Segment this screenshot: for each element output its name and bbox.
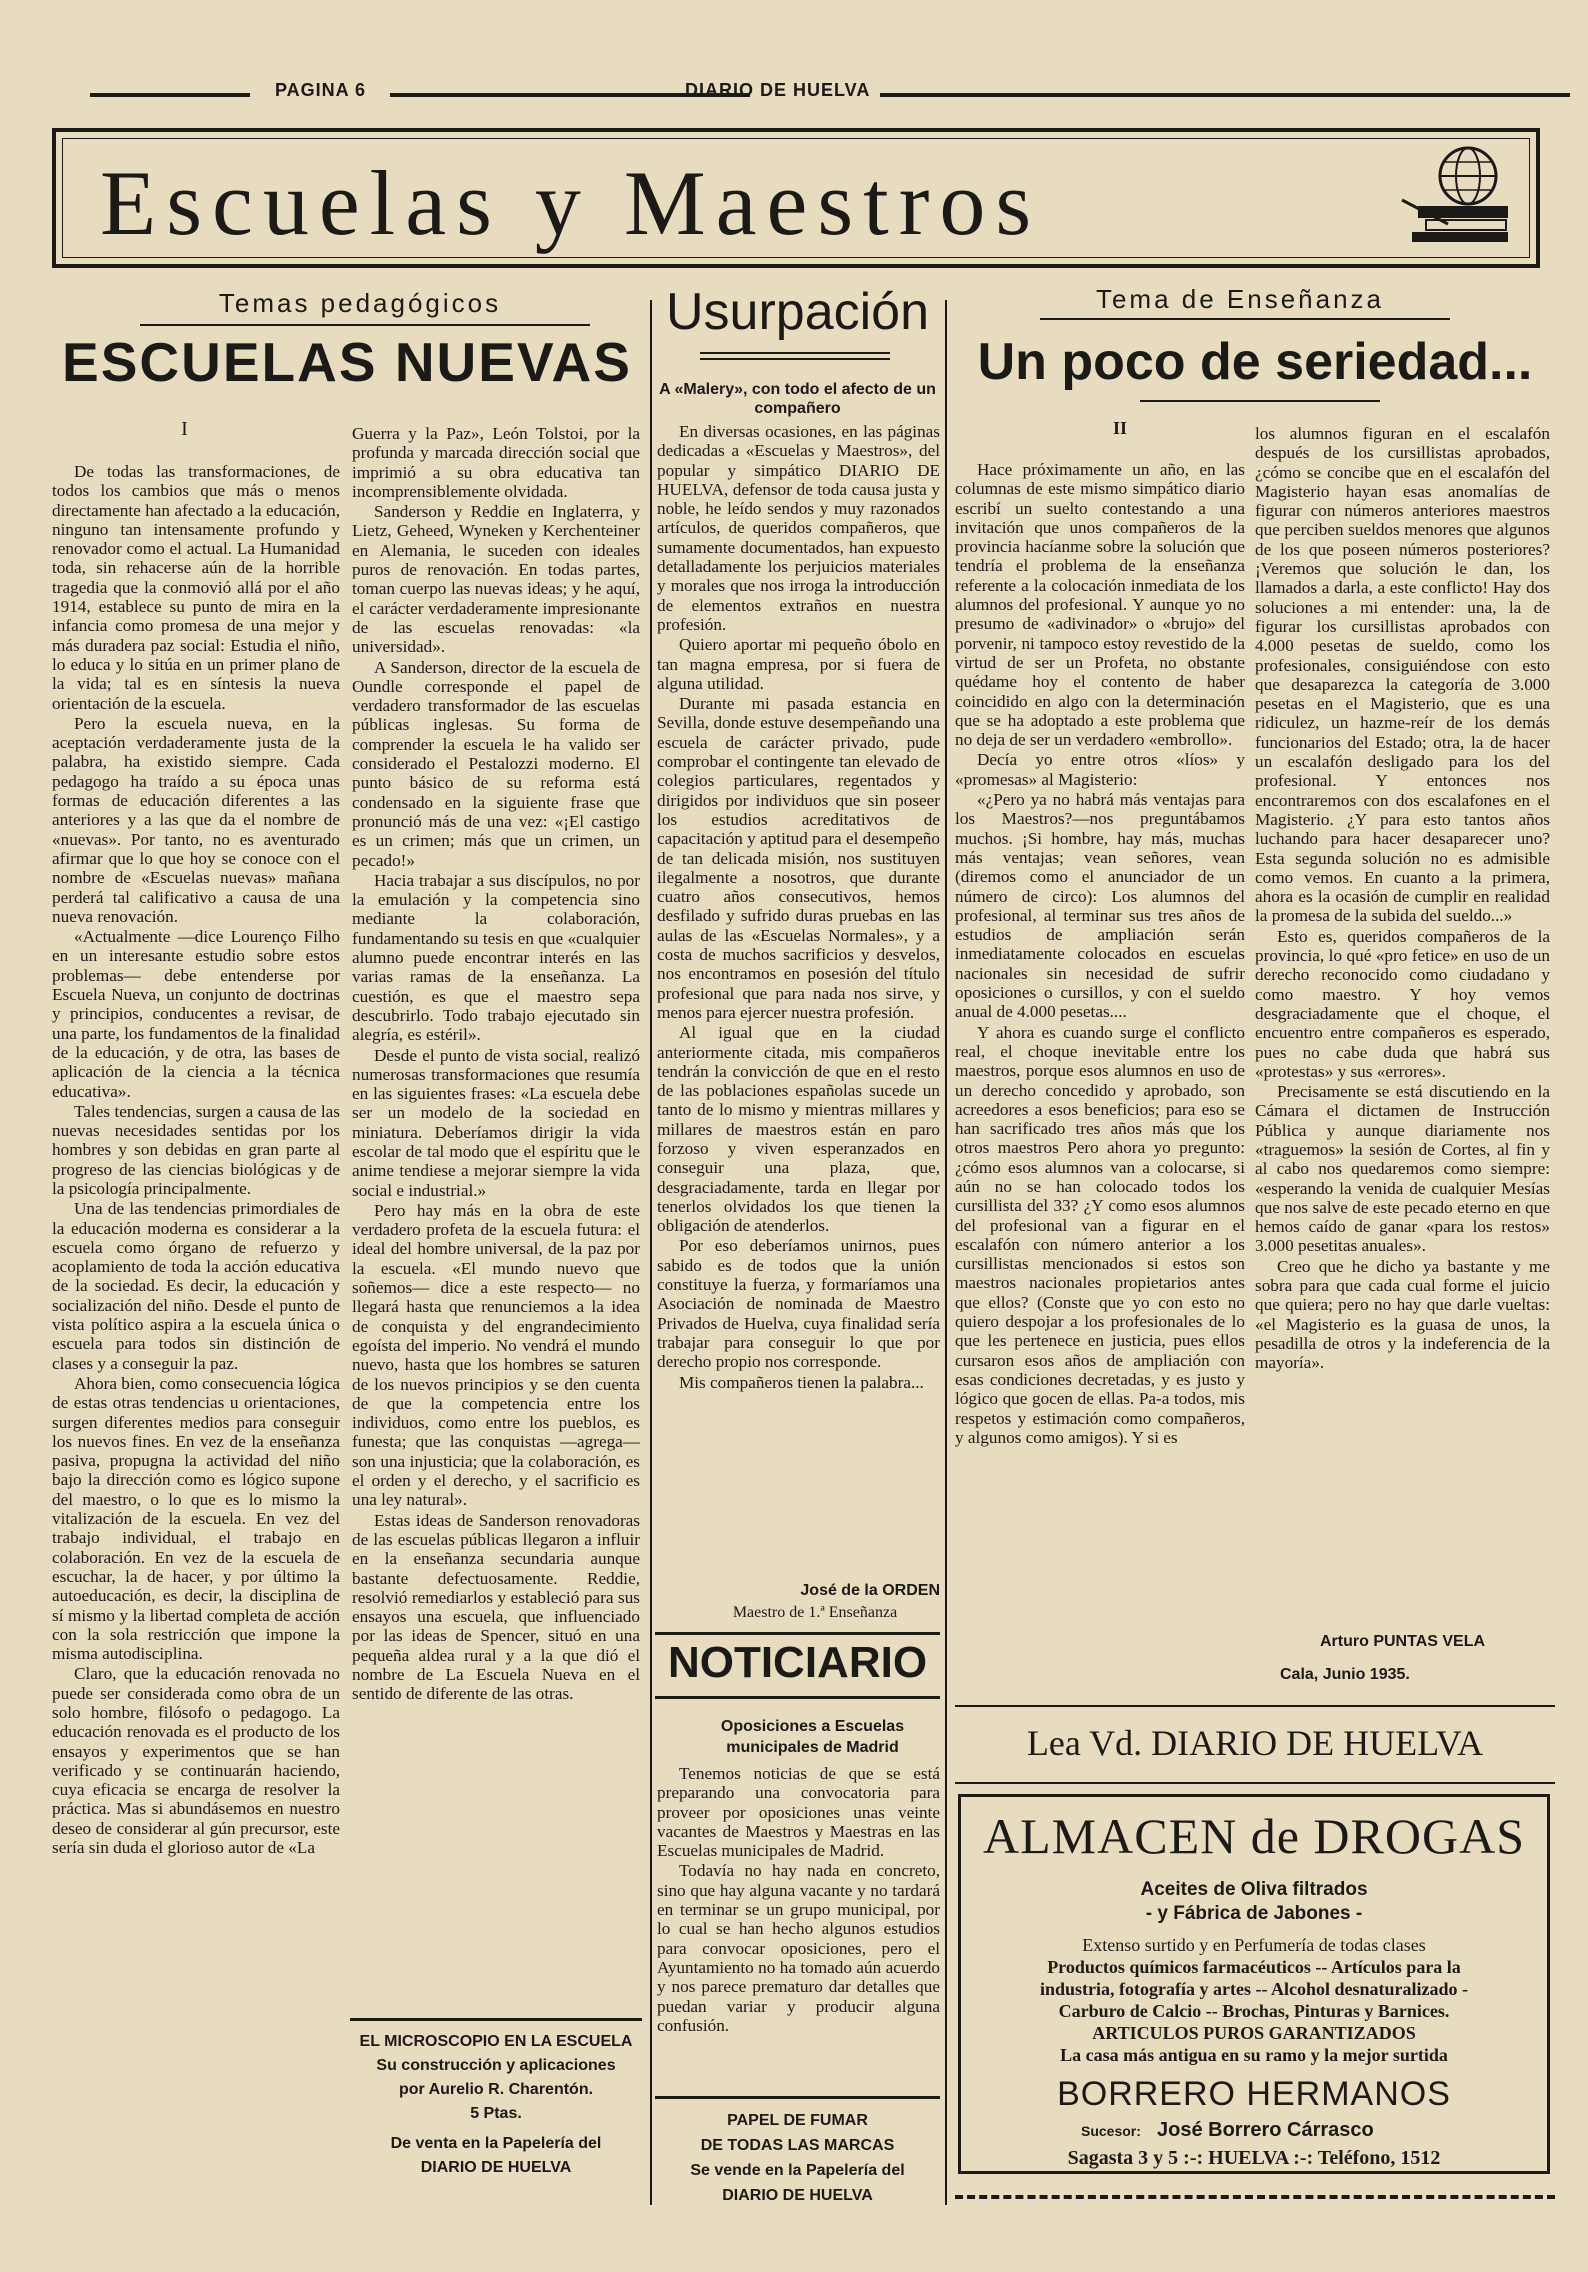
paragraph: Y ahora es cuando surge el conflicto real, el choque inevitable entre los maestros, porque esos alumnos en uso de un derecho concedido y aprobado, son acreedores a esos beneficios; para eso se han sacrificado tres años más que los otros maestros Pero ahora yo pregunto: ¿cómo esos alumnos van a colocarse, si aún no se han colocado todos los cursillista del 33? ¿Y como esos alumnos del profesional van a figurar en el escalafón con número anterior a los cursillistas mencionados si estos son maestros nacionales propietarios antes que ellos? (Conste que yo con esto no quiero despojar a los profesionales de lo que les pertenece en justicia, pues ellos cursaron esos años de ampliación con esas condiciones decretadas, y es justo y lógico que gocen de ellas. Pa-a todos, mis respetos y estimación como compañeros, y algunos como amigos). Y si es <box>955 1022 1245 1447</box>
right-kicker: Tema de Enseñanza <box>1095 284 1385 314</box>
paragraph: Quiero aportar mi pequeño óbolo en tan magna empresa, por si fuera de alguna utilidad. <box>657 635 940 693</box>
left-article-title: ESCUELAS NUEVAS <box>62 331 632 393</box>
right-kicker-rule <box>1040 318 1450 320</box>
papel-ad-line4: DIARIO DE HUELVA <box>722 2187 873 2204</box>
almacen-ad-sub1: Aceites de Oliva filtrados <box>1140 1879 1368 1900</box>
noticiario-title: NOTICIARIO <box>667 1638 928 1687</box>
column-divider-1 <box>650 300 652 2205</box>
paragraph: A Sanderson, director de la escuela de Oundle corresponde el papel de verdadero transformador de las escuelas públicas inglesas. Su forma de comprender la escuela le ha valido ser considerado el Pestalozzi moderno. El punto básico de su reforma está condensado en la siguiente frase que pronunció más de una vez: «¡El castigo es un crimen; más que un crimen, un pecado!» <box>352 657 640 870</box>
bottom-ornament-rule <box>955 2195 1555 2203</box>
right-article-signature: Arturo PUNTAS VELA <box>1320 1633 1486 1650</box>
right-article-col2 <box>1255 424 1550 1374</box>
right-article-place-date: Cala, Junio 1935. <box>1280 1666 1410 1683</box>
left-kicker-rule <box>140 324 590 326</box>
paragraph: Pero hay más en la obra de este verdadero profeta de la escuela futura: el ideal del hombre universal, de la paz por la escuela. «El mundo nuevo que soñemos— dice a este respecto— no llegará hasta que renunciemos a la idea de conquista y del engrandecimiento egoísta del imperio. No vendrá el mundo nuevo, hasta que los hombres se saturen de los nuevos principios y se den cuenta de que la competencia entre los individuos, como entre los pueblos, es funesta; que las conquistas —agrega— son una injusticia; que la colaboración, es el orden y el derecho, y el sacrificio es una ley natural». <box>352 1200 640 1510</box>
paragraph: Ahora bien, como consecuencia lógica de estas otras tendencias u orientaciones, surgen diferentes medios para conseguir los nuevos fines. En vez de la enseñanza pasiva, propugna la actividad del niño bajo la dirección como es lógico supone del maestro, o lo que es lo mismo la vitalización de la escuela. En vez del trabajo individual, el trabajo en colaboración. En vez de la escuela de escuchar, la de hacer, y por último la autoeducación, es decir, la disciplina de sí mismo y la libertad completa de acción con la sola restricción que impone la misma autodisciplina. <box>52 1373 340 1664</box>
almacen-ad-successor-label: Sucesor: <box>1081 2123 1141 2139</box>
paragraph: Decía yo entre otros «líos» y «promesas» al Magisterio: <box>955 750 1245 789</box>
almacen-ad-title: ALMACEN de DROGAS <box>983 1808 1525 1864</box>
paragraph: De todas las transformaciones, de todos los cambios que más o menos directamente han afectado a la educación, ninguno tan intensamente profundo y renovador como el actual. La Humanidad toda, sin rehacerse aún de la horrible tragedia que la conmovió allá por el año 1914, establece su punto de mira en la infancia como promesa de una mejor y más duradera paz social: Estudia el niño, lo educa y lo sitúa en un primer plano de la vida; tal es en síntesis la nueva orientación de la escuela. <box>52 462 340 713</box>
paragraph: Desde el punto de vista social, realizó numerosas transformaciones que resumía en las siguientes frases: «La escuela debe ser un modelo de la sociedad en miniatura. Deberíamos dirigir la vida escolar de tal modo que el espíritu que le anime tendiese a mejorar siempre la vida social e industrial.» <box>352 1045 640 1200</box>
microscopio-ad-rule <box>350 2018 642 2021</box>
paper-name: DIARIO DE HUELVA <box>685 80 871 100</box>
almacen-ad-firm: BORRERO HERMANOS <box>1057 2075 1451 2113</box>
usurpacion-body <box>657 422 940 1393</box>
paragraph: Claro, que la educación renovada no puede ser considerada como obra de un solo hombre, filósofo o pedagogo. La educación renovada es el producto de los ensayos y experimentos que se han verificado y se continuarán haciendo, cuya eficacia se encarga de resolver la práctica. Mas si abundásemos en nuestro deseo de considerar al gún precursor, este sería sin duda el glorioso autor de «La <box>52 1664 340 1858</box>
right-section-number: II <box>1112 418 1127 438</box>
usurpacion-title-rule <box>700 352 890 354</box>
section-banner <box>52 128 1540 268</box>
microscopio-ad-subtitle: Su construcción y aplicaciones <box>376 2057 616 2074</box>
paragraph: Estas ideas de Sanderson renovadoras de las escuelas públicas llegaron a influir en la enseñanza secundaria aunque bastante defectuosamente. Reddie, resolvió remediarlos y estableció para sus ensayos una escuela, que influenciado por las ideas de Spencer, situó en una pequeña aldea rural y a la que dió el nombre de La Escuela Nueva en el sentido de diferente de las otras. <box>352 1510 640 1704</box>
noticiario-top-rule <box>655 1632 940 1635</box>
left-section-number: I <box>181 418 188 440</box>
usurpacion-signature-title: Maestro de 1.ª Enseñanza <box>732 1604 898 1621</box>
paragraph: Precisamente se está discutiendo en la Cámara el dictamen de Instrucción Pública y aunque diariamente nos «traguemos» la sesión de Cortes, al fin y al cabo nos quedaremos como siempre: «esperando la venida de cualquier Mesías que nos salve de este pecado eterno en que hemos caído de ganar «para los restos» 3.000 pesetitas anuales». <box>1255 1082 1550 1256</box>
column-divider-2 <box>945 300 947 2205</box>
usurpacion-dedication: A «Malery», con todo el afecto de un compañero <box>659 381 936 417</box>
right-title-rule <box>1140 400 1380 402</box>
papel-ad-line3: Se vende en la Papelería del <box>690 2162 905 2179</box>
papel-ad-line1: PAPEL DE FUMAR <box>727 2112 868 2129</box>
header-rule-left <box>90 93 250 97</box>
papel-ad-rule <box>655 2096 940 2099</box>
lea-bottom-rule <box>955 1782 1555 1784</box>
page-number: PAGINA 6 <box>275 80 367 100</box>
lea-diario-ad: Lea Vd. DIARIO DE HUELVA <box>1026 1723 1484 1763</box>
section-title: Escuelas y Maestros <box>100 152 1042 254</box>
microscopio-ad-seller: DIARIO DE HUELVA <box>420 2159 572 2176</box>
right-article-title: Un poco de seriedad... <box>977 333 1533 391</box>
almacen-ad-line1: Extenso surtido y en Perfumería de todas clases <box>1082 1935 1426 1955</box>
noticiario-body <box>657 1764 940 2036</box>
paragraph: Una de las tendencias primordiales de la educación moderna es considerar a la escuela como órgano de refuerzo y acoplamiento de toda la acción educativa de la sociedad. Es decir, la educación y socialización del niño. Desde el punto de vista político aspira a la escuela única o escuela para todos sin distinción de clases y a conseguir la paz. <box>52 1199 340 1373</box>
paragraph: Todavía no hay nada en concreto, sino que hay alguna vacante y no tardará en terminar se un grupo municipal, por lo cual se han hecho algunos estudios para convocar oposiciones, pero el Ayuntamiento no ha tomado aún acuerdo y nos parece prematuro dar detalles que puedan variar y producir alguna confusión. <box>657 1861 940 2035</box>
papel-ad-line2: DE TODAS LAS MARCAS <box>700 2137 895 2154</box>
paragraph: Guerra y la Paz», León Tolstoi, por la profunda y marcada dirección social que imprimió a su obra educativa tan incomprensiblemente olvidada. <box>352 424 640 501</box>
almacen-ad-line5: ARTICULOS PUROS GARANTIZADOS <box>1092 2023 1416 2043</box>
almacen-ad <box>958 1794 1550 2174</box>
lea-top-rule <box>955 1705 1555 1707</box>
almacen-ad-successor: José Borrero Cárrasco <box>1157 2119 1374 2141</box>
almacen-ad-line6: La casa más antigua en su ramo y la mejor surtida <box>1060 2045 1448 2065</box>
left-article-col2 <box>352 424 640 1705</box>
paragraph: En diversas ocasiones, en las páginas dedicadas a «Escuelas y Maestros», del popular y simpático DIARIO DE HUELVA, defensor de toda causa justa y noble, he leído sendos y muy razonados artículos, de queridos compañeros, que sumamente documentados, han expuesto detalladamente los perjuicios materiales y morales que nos irroga la introducción de elementos extraños en nuestra profesión. <box>657 422 940 634</box>
paragraph: Hacia trabajar a sus discípulos, no por la emulación y la competencia sino mediante la colaboración, fundamentando su tesis en que «cualquier alumno puede encontrar interés en las varias ramas de la enseñanza. La cuestión, es que el maestro sepa descubrirlo. Todo trabajo ejecutado sin alegría, es estéril». <box>352 870 640 1045</box>
paragraph: Esto es, queridos compañeros de la provincia, lo qué «pro fetice» en uso de un derecho reconocido como ciudadano y como maestro. Y hoy vemos desgraciadamente que el choque, el encuentro entre compañeros es esperado, pues no cabe duda que habrá sus «protestas» y sus «errores». <box>1255 926 1550 1081</box>
paragraph: Al igual que en la ciudad anteriormente citada, mis compañeros tendrán la convicción de que en el resto de las poblaciones españolas sucede un tanto de lo mismo y mientras millares y millares de maestros están en paro forzoso y viven esperanzados en conseguir una plaza, que, desgraciadamente, tarda en llegar por tenerlos olvidados los que tienen la obligación de atenderlos. <box>657 1023 940 1236</box>
paragraph: Mis compañeros tienen la palabra... <box>679 1372 924 1392</box>
microscopio-ad-author: por Aurelio R. Charentón. <box>398 2081 594 2098</box>
almacen-ad-line3: industria, fotografía y artes -- Alcohol desnaturalizado - <box>1040 1979 1468 1999</box>
paragraph: Por eso deberíamos unirnos, pues sabido es de todos que la unión constituye la fuerza, y formaríamos una Asociación de nominada de Maestro Privados de Huelva, cuya finalidad sería trabajar para conseguir lo que por derecho propio nos corresponde. <box>657 1236 940 1372</box>
usurpacion-title: Usurpación <box>665 283 930 341</box>
almacen-ad-sub2: - y Fábrica de Jabones - <box>1145 1903 1363 1924</box>
microscopio-ad-sale: De venta en la Papelería del <box>390 2135 602 2152</box>
globe-books-icon <box>1398 140 1516 250</box>
almacen-ad-address: Sagasta 3 y 5 :-: HUELVA :-: Teléfono, 1512 <box>1067 2147 1441 2169</box>
noticiario-subhead: Oposiciones a Escuelas municipales de Madrid <box>720 1718 905 1756</box>
almacen-ad-line2: Productos químicos farmacéuticos -- Artículos para la <box>1047 1957 1461 1977</box>
papel-ad <box>655 2108 940 2208</box>
page-header <box>90 80 1570 110</box>
paragraph: Tenemos noticias de que se está preparando una convocatoria para proveer por oposiciones unas veinte vacantes de Maestros y Maestras en las Escuelas municipales de Madrid. <box>657 1764 940 1861</box>
microscopio-ad <box>350 2030 642 2180</box>
paragraph: los alumnos figuran en el escalafón después de los cursillistas aprobados, ¿cómo se concibe que en el escalafón del Magisterio hayan esas anomalías de figurar con números anteriores maestros que perciben sueldos menores que algunos de los que poseen números posteriores? ¡Veremos que solución le dan, los llamados a darla, a este conflicto! Hay dos soluciones a mi entender: una, la de figurar los cursillistas aprobados con 4.000 pesetas de sueldo, como los profesionales, consiguiéndose con esto que desaparezca la categoría de 3.000 pesetas en el Magisterio, que es una ridiculez, un hazme-reír de los demás funcionarios del Estado; otra, la de hacer un escalafón desligado para los del profesional. Y entonces nos encontraremos con dos escalafones en el Magisterio. ¿Y para esto tantos años luchando para hacer desaparecer uno? Esta segunda solución no es admisible como vemos. En cuanto a la primera, ahora es la ocasión de cumplir en realidad la promesa de la subida del sueldo...» <box>1255 424 1550 926</box>
header-rule-right <box>880 93 1570 97</box>
paragraph: «¿Pero ya no habrá más ventajas para los Maestros?—nos preguntábamos muchos. ¡Si hombre, hay más, muchas más ventajas; vean señores, vean (diremos como el anunciador de un número de circo): Los alumnos del profesional, al terminar sus tres años de estudios de ampliación serán inmediatamente colocados en escuelas nacionales sin necesidad de sufrir oposiciones o cursillos, y con el sueldo anual de 4.000 pesetas.... <box>955 790 1245 1022</box>
usurpacion-title-rule-2 <box>700 358 890 360</box>
paragraph: Creo que he dicho ya bastante y me sobra para que cada cual forme el juicio que quiera; pero no hay que darle vueltas: «el Magisterio es la guasa de unos, la pesadilla de otros y la indeferencia de la mayoría». <box>1255 1256 1550 1373</box>
microscopio-ad-price: 5 Ptas. <box>470 2105 522 2122</box>
paragraph: Hace próximamente un año, en las columnas de este mismo simpático diario escribí un suelto contestando a una invitación que unos compañeros de la provincia hacíanme sobre la solución que tendría el problema de la enseñanza referente a la colocación inmediata de los alumnos del profesional. Y aunque yo no presumo de «adivinador» o «brujo» del porvenir, ni tampoco estoy revestido de la virtud de ser un Profeta, no obstante quédame hoy el contento de haber coincidido en algo con la determinación que se ha adoptado a este problema que no deja de ser un verdadero «embrollo». <box>955 460 1245 750</box>
paragraph: Sanderson y Reddie en Inglaterra, y Lietz, Geheed, Wyneken y Kerchenteiner en Alemania, le suceden con ideales puros de renovación. En todas partes, toman cuerpo las nuevas ideas; y he aquí, el carácter verdaderamente impresionante de las escuelas renovadas: «la universidad». <box>352 502 640 657</box>
almacen-ad-line4: Carburo de Calcio -- Brochas, Pinturas y Barnices. <box>1058 2001 1450 2021</box>
paragraph: Pero la escuela nueva, en la aceptación verdaderamente justa de la palabra, ha existido siempre. Cada pedagogo ha traído a su época unas formas de educación diferentes a las anteriores y a las que da el nombre de «nuevas». Por tanto, no es aventurado afirmar que lo que hoy se conoce con el nombre de «Escuelas nuevas» mañana perderá tal calificativo a causa de una nueva renovación. <box>52 713 340 926</box>
microscopio-ad-title: EL MICROSCOPIO EN LA ESCUELA <box>359 2033 633 2050</box>
paragraph: Tales tendencias, surgen a causa de las nuevas necesidades sentidas por los hombres y son debidas en gran parte al progreso de las ciencias biológicas y de la psicología principalmente. <box>52 1101 340 1198</box>
paragraph: «Actualmente —dice Lourenço Filho en un interesante estudio sobre estos problemas— debe entenderse por Escuela Nueva, un conjunto de doctrinas y principios, conducentes a revisar, de una parte, los fundamentos de la finalidad de la educación, y de otra, las bases de aplicación de la ciencia a la técnica educativa». <box>52 927 340 1101</box>
paragraph: Durante mi pasada estancia en Sevilla, donde estuve desempeñando una escuela de carácter privado, pude comprobar el contingente tan elevado de colegios particulares, regentados y dirigidos por individuos que sin poseer los estudios acreditativos de capacitación y aptitud para el desempeño de tan delicada misión, nos sustituyen ilegalmente a nosotros, que durante cuatro años consecutivos, hemos desfilado y sufrido duras pruebas en las aulas de las «Escuelas Normales», y a costa de muchos sacrificios y desvelos, nos encontramos en posesión del título profesional que para nada nos sirve, y menos para ejercer nuestra profesión. <box>657 694 940 1022</box>
usurpacion-signature: José de la ORDEN <box>800 1582 940 1599</box>
left-kicker: Temas pedagógicos <box>218 288 502 318</box>
noticiario-bottom-rule <box>655 1696 940 1699</box>
left-article-col1 <box>52 462 340 1858</box>
right-article-col1 <box>955 460 1245 1448</box>
